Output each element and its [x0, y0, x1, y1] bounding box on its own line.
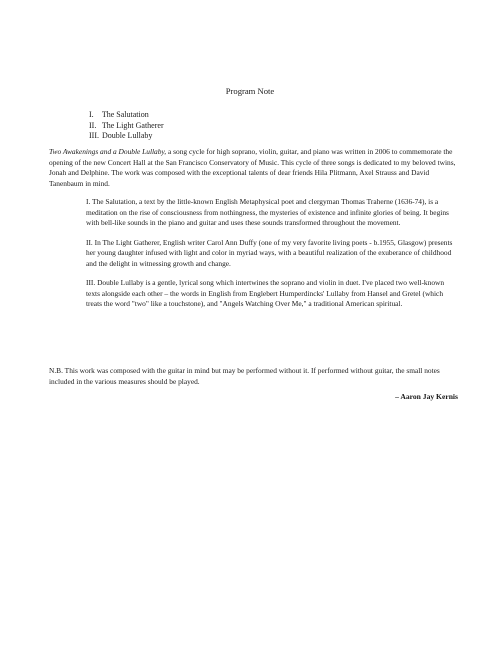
movement-note-1: I. The Salutation, a text by the little-known English Metaphysical poet and clergyman Thomas Traherne (1636-74), is a meditation on the rise of consciousness from nothingness, the mysteries of existence and infinite glories of being. It begins with bell-like sounds in the piano and guitar and uses these sounds transformed throughout the movement.: [86, 197, 449, 227]
movement-number: II.: [89, 120, 97, 130]
movement-notes: [86, 197, 456, 319]
movement-item: [89, 131, 164, 142]
composer-signature: – Aaron Jay Kernis: [395, 392, 458, 401]
nb-paragraph: N.B. This work was composed with the guitar in mind but may be performed without it. If performed without guitar, the small notes included in the various measures should be played.: [49, 366, 440, 386]
movement-name: The Salutation: [101, 110, 149, 119]
movement-name: Double Lullaby: [102, 131, 153, 141]
intro-paragraph: [49, 147, 459, 189]
movement-item: [89, 121, 164, 132]
work-title: Two Awakenings and a Double Lullaby,: [49, 147, 167, 156]
page-title: Program Note: [225, 86, 275, 96]
intro-text: a song cycle for high soprano, violin, guitar, and piano was written in 2006 to commemorate the opening of the new Concert Hall at the San Francisco Conservatory of Music. This cycle of three songs is dedicated to my beloved twins, Jonah and Delphine. The work was composed with the exceptional talents of dear friends Hila Plitmann, Axel Strauss and David Tanenbaum in mind.: [49, 147, 456, 188]
movement-note-3: III. Double Lullaby is a gentle, lyrical song which intertwines the soprano and violin in duet. I've placed two well-known texts alongside each other – the words in English from Englebert Humperdincks' Lullaby from Hansel and Gretel (which treats the word "two" like a touchstone), and "Angels Watching Over Me," a traditional American spiritual.: [86, 278, 445, 308]
movement-number: I.: [89, 110, 94, 119]
movement-name: The Light Gatherer: [101, 120, 164, 130]
movement-number: III.: [89, 131, 99, 141]
movement-list: [89, 110, 164, 142]
movement-note-2: II. In The Light Gatherer, English writer Carol Ann Duffy (one of my very favorite living poets - b.1955, Glasgow) presents her young daughter infused with light and color in myriad ways, with a beautiful realization of the exuberance of childhood and the delight in witnessing growth and change.: [86, 237, 453, 268]
movement-item: [89, 110, 164, 121]
